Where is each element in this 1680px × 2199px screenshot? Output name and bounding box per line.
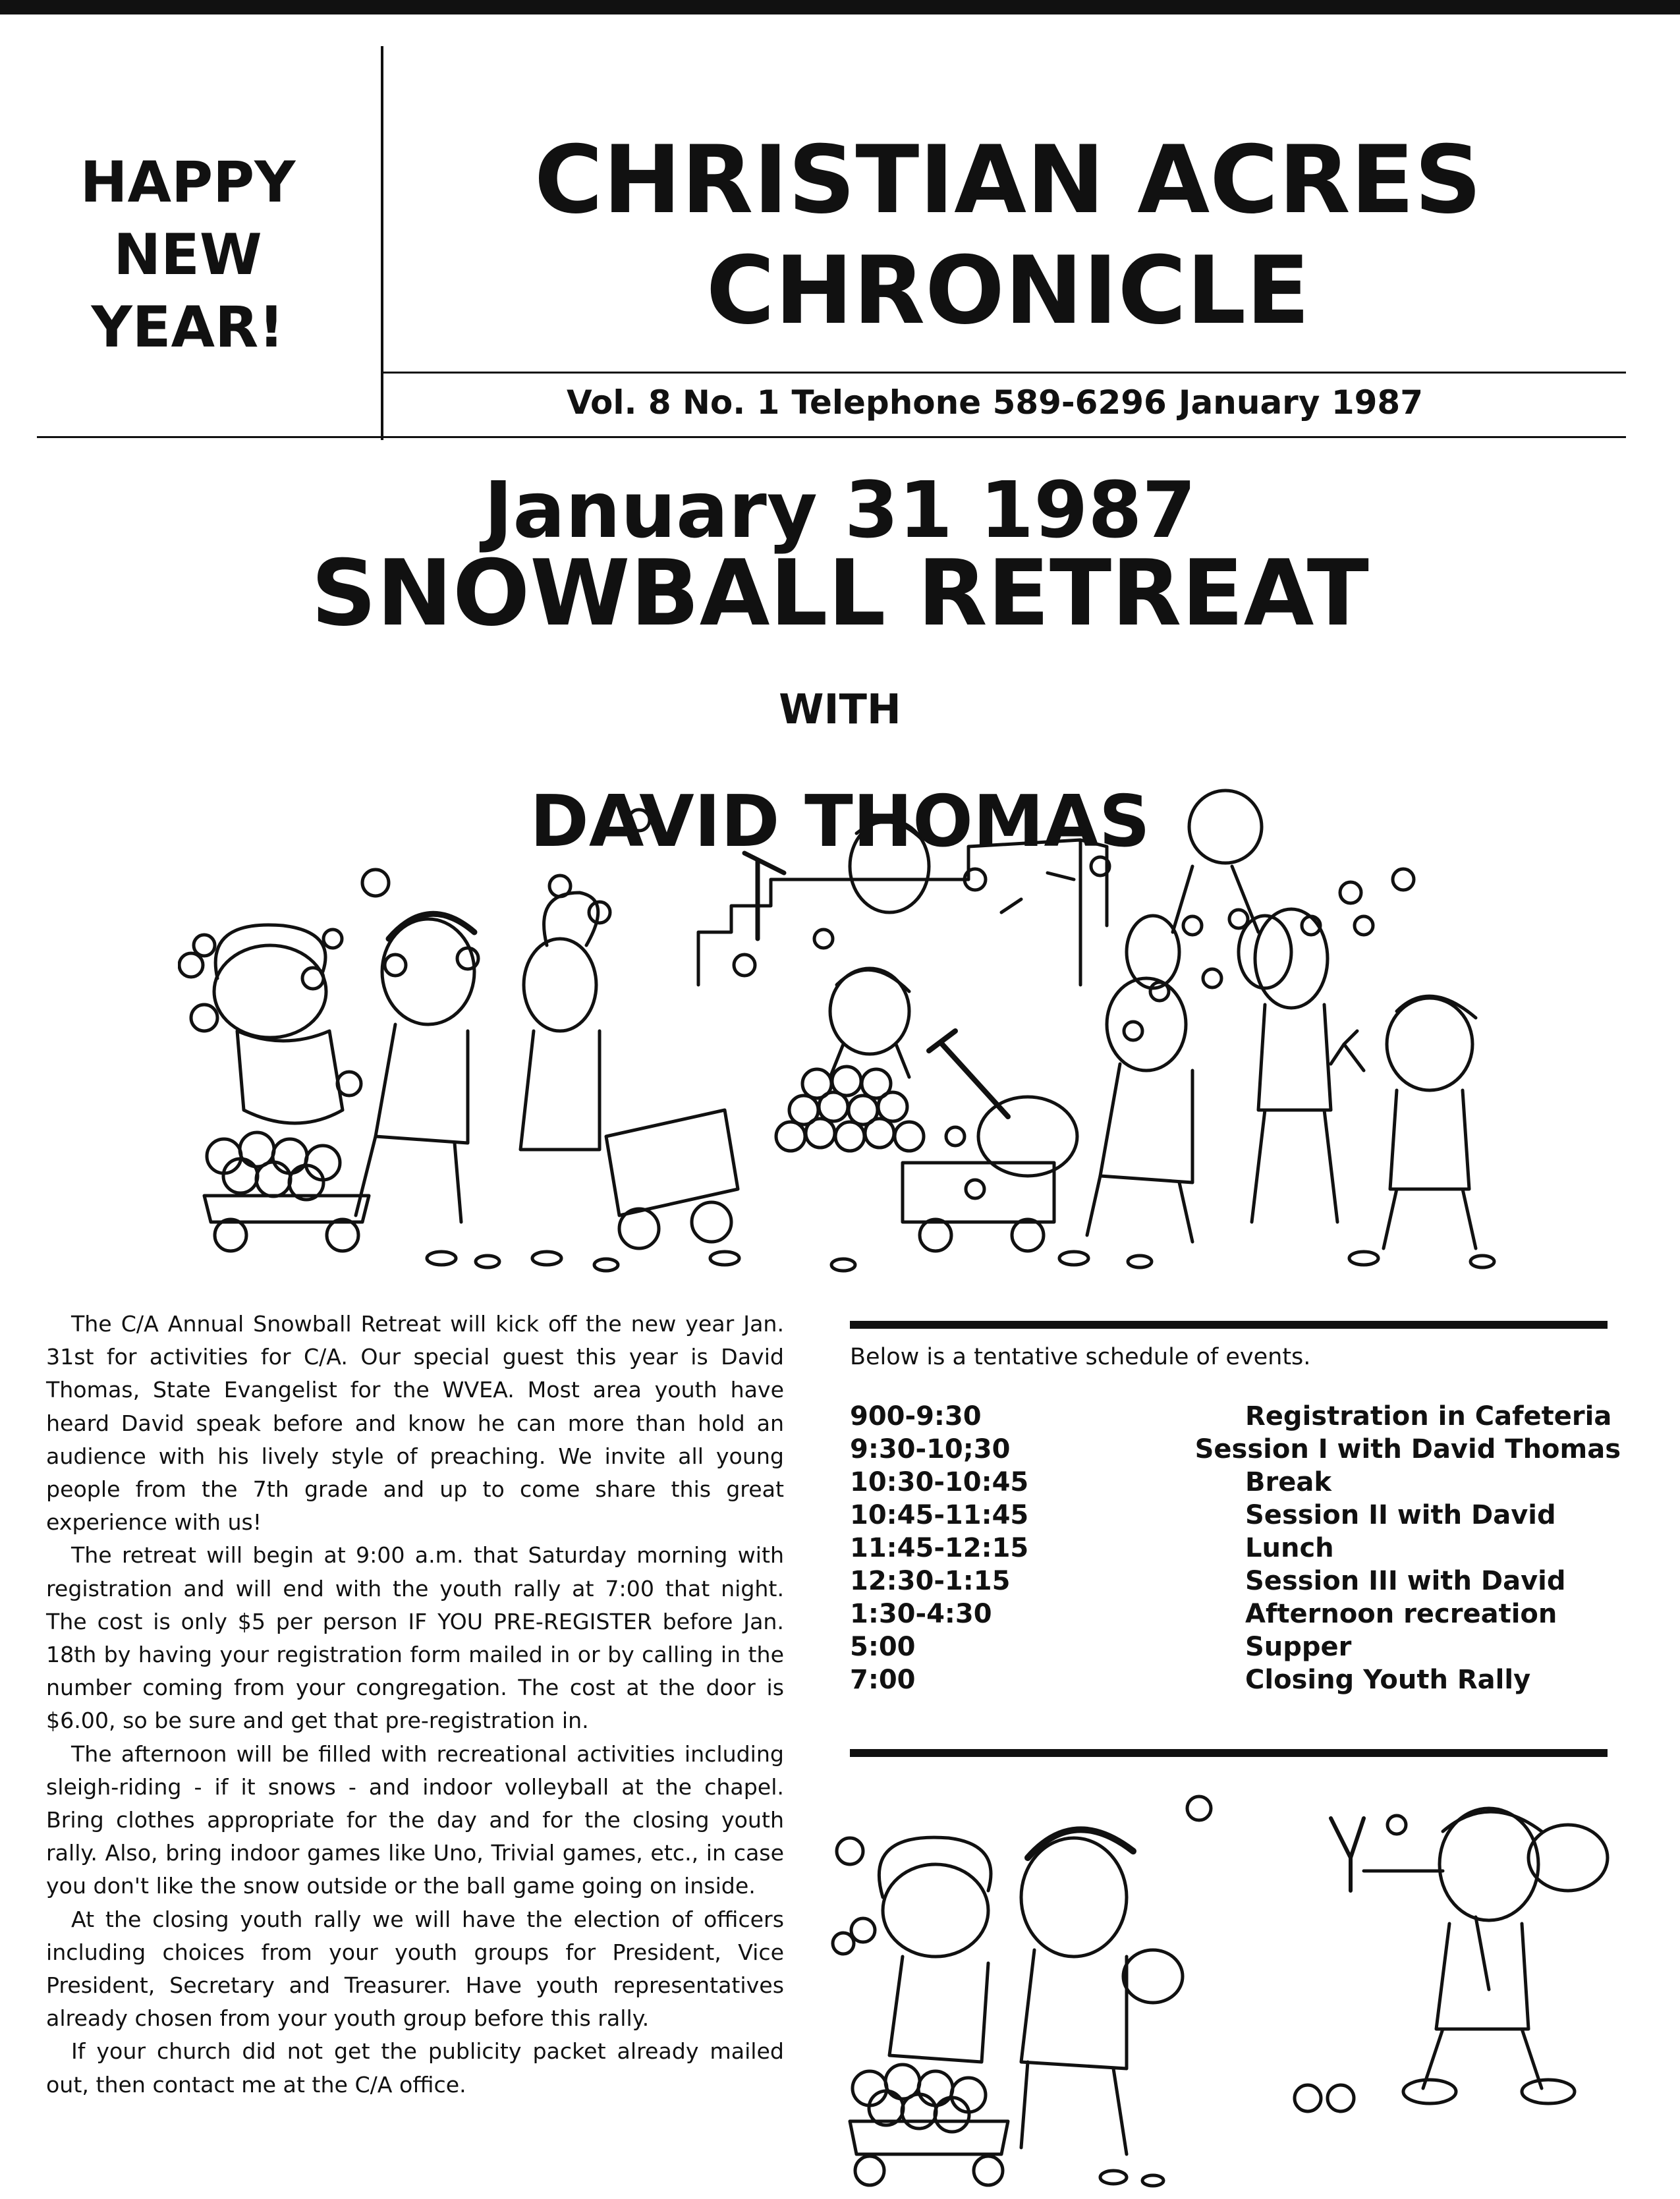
happy-new-year-box: [46, 146, 329, 364]
schedule-time: 900-9:30: [850, 1401, 982, 1432]
schedule-event: Afternoon recreation: [1245, 1599, 1557, 1629]
masthead-rule-lower: [37, 436, 1626, 438]
schedule-row: [850, 1499, 1621, 1532]
schedule-row: [850, 1532, 1621, 1565]
schedule-event: Supper: [1245, 1632, 1352, 1662]
schedule-time: 5:00: [850, 1632, 916, 1662]
guest-name-headline: DAVID THOMAS: [530, 781, 1150, 863]
title-line: CHRISTIAN ACRES: [534, 126, 1482, 235]
schedule-time: 10:30-10:45: [850, 1467, 1029, 1497]
schedule-time: 7:00: [850, 1665, 916, 1695]
schedule-time: 12:30-1:15: [850, 1566, 1011, 1596]
top-border-rule: [0, 0, 1680, 14]
schedule-table: [850, 1400, 1621, 1696]
article-paragraph: At the closing youth rally we will have the election of officers including choices from your youth groups for President, Vice President, Secretary and Treasurer. Have youth representatives already chosen from your youth group before this rally.: [46, 1906, 784, 2032]
schedule-row: [850, 1466, 1621, 1499]
event-date-headline: January 31 1987: [484, 464, 1196, 555]
schedule-event: Closing Youth Rally: [1245, 1665, 1531, 1695]
article-paragraph: The C/A Annual Snowball Retreat will kick off the new year Jan. 31st for activities for C/A. Our special guest this year is David Thomas, State Evangelist for the WVEA. Most area youth have heard David speak before and know he can more than hold an audience with his lively style of preaching. We invite all young people from the 7th grade and up to come share this great experience with us!: [46, 1311, 784, 1536]
masthead-rule-upper: [381, 372, 1626, 374]
greeting-line: HAPPY: [80, 150, 296, 215]
greeting-line: NEW: [113, 222, 262, 288]
schedule-time: 10:45-11:45: [850, 1500, 1029, 1530]
schedule-event: Session II with David: [1245, 1500, 1556, 1530]
newsletter-title: [382, 125, 1634, 347]
volume-number: Vol. 8 No. 1: [567, 383, 780, 422]
schedule-rule-top: [850, 1321, 1608, 1329]
title-line: CHRONICLE: [706, 237, 1310, 345]
schedule-time: 9:30-10;30: [850, 1434, 1011, 1464]
schedule-event: Session III with David: [1245, 1566, 1566, 1596]
article-paragraph: The afternoon will be filled with recreational activities including sleigh-riding - if it snows - and indoor volleyball at the chapel. Bring clothes appropriate for the day and for the closing youth rally. Also, bring indoor games like Uno, Trivial games, etc., in case you don't like the snow outside or the ball game going on inside.: [46, 1740, 784, 1899]
issue-date: January 1987: [1178, 383, 1423, 422]
schedule-time: 11:45-12:15: [850, 1533, 1029, 1563]
greeting-line: YEAR!: [91, 294, 285, 360]
schedule-event: Break: [1245, 1467, 1331, 1497]
telephone-number: Telephone 589-6296: [791, 383, 1167, 422]
article-paragraph: The retreat will begin at 9:00 a.m. that Saturday morning with registration and will end with the youth rally at 7:00 that night. The cost is only $5 per person IF YOU PRE-REGISTER before Jan. 18th by having your registration form mailed in or by calling in the number coming from your congregation. The cost at the door is $6.00, so be sure and get that pre-registration in.: [46, 1542, 784, 1734]
schedule-row: [850, 1400, 1621, 1433]
with-label: WITH: [779, 685, 901, 733]
schedule-event: Registration in Cafeteria: [1245, 1401, 1612, 1432]
article-paragraph: If your church did not get the publicity packet already mailed out, then contact me at the C/A office.: [46, 2038, 784, 2098]
kid-with-slingshot-cartoon: [1291, 1779, 1634, 2115]
schedule-row: [850, 1433, 1621, 1466]
schedule-row: [850, 1598, 1621, 1630]
kids-with-snowball-wagon-cartoon: [810, 1779, 1219, 2194]
schedule-row: [850, 1565, 1621, 1598]
schedule-row: [850, 1630, 1621, 1663]
schedule-time: 1:30-4:30: [850, 1599, 992, 1629]
event-title-headline: SNOWBALL RETREAT: [311, 540, 1369, 646]
schedule-rule-bottom: [850, 1749, 1608, 1757]
schedule-row: [850, 1663, 1621, 1696]
schedule-event: Session I with David Thomas: [1194, 1434, 1621, 1464]
schedule-event: Lunch: [1245, 1533, 1334, 1563]
issue-info-bar: [567, 383, 1423, 422]
retreat-article: [46, 1308, 784, 2102]
schedule-intro: Below is a tentative schedule of events.: [850, 1344, 1311, 1370]
